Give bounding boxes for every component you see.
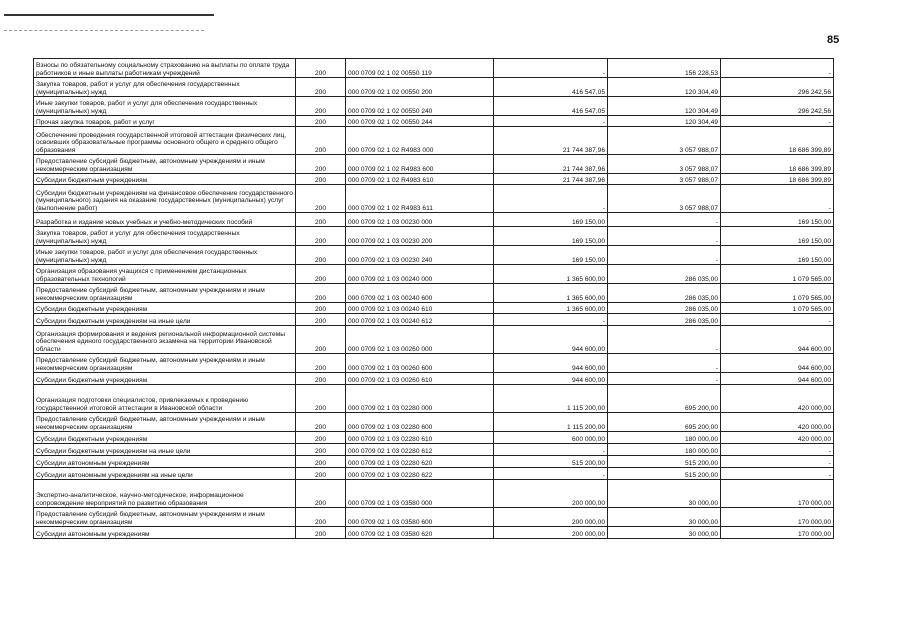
- row-code: 200: [296, 326, 346, 354]
- row-value-2: 286 035,00: [608, 303, 721, 314]
- row-name: Обеспечение проведения государственной итоговой аттестации физических лиц, освоивших образовательные программы основного общего и среднего общего образования: [34, 127, 296, 155]
- row-value-1: 944 600,00: [494, 326, 608, 354]
- row-value-1: 21 744 387,96: [494, 127, 608, 155]
- row-value-3: -: [721, 185, 834, 213]
- row-value-3: -: [721, 468, 834, 480]
- row-code: 200: [296, 97, 346, 116]
- row-value-3: -: [721, 456, 834, 468]
- row-name: Субсидии автономным учреждениям: [34, 527, 296, 539]
- header-rule: [4, 14, 214, 16]
- page-number: 85: [827, 34, 840, 46]
- bottom-scan-mark: [6, 630, 8, 636]
- row-value-2: -: [608, 227, 721, 246]
- row-code: 200: [296, 127, 346, 155]
- table-row: [34, 174, 834, 185]
- row-value-3: 169 150,00: [721, 227, 834, 246]
- row-name: Предоставление субсидий бюджетным, автономным учреждениям и иным некоммерческим организациям: [34, 284, 296, 303]
- row-value-2: 30 000,00: [608, 480, 721, 508]
- row-value-1: -: [494, 314, 608, 326]
- row-kbk: 000 0709 02 1 03 03580 620: [346, 527, 494, 539]
- row-kbk: 000 0709 02 1 03 00230 000: [346, 213, 494, 227]
- row-value-1: 944 600,00: [494, 373, 608, 385]
- row-value-3: 944 600,00: [721, 354, 834, 373]
- row-code: 200: [296, 413, 346, 432]
- table-row: [34, 326, 834, 354]
- row-code: 200: [296, 527, 346, 539]
- row-value-3: 296 242,56: [721, 78, 834, 97]
- row-value-2: 515 200,00: [608, 468, 721, 480]
- row-value-2: -: [608, 354, 721, 373]
- row-kbk: 000 0709 02 1 03 00240 600: [346, 284, 494, 303]
- row-name: Субсидии бюджетным учреждениям: [34, 432, 296, 444]
- row-kbk: 000 0709 02 1 03 02280 612: [346, 444, 494, 456]
- row-name: Иные закупки товаров, работ и услуг для обеспечения государственных (муниципальных) нужд: [34, 97, 296, 116]
- row-code: 200: [296, 354, 346, 373]
- row-code: 200: [296, 508, 346, 527]
- row-kbk: 000 0709 02 1 03 00240 610: [346, 303, 494, 314]
- table-row: [34, 185, 834, 213]
- row-value-2: 3 057 988,07: [608, 155, 721, 174]
- row-name: Закупка товаров, работ и услуг для обеспечения государственных (муниципальных) нужд: [34, 227, 296, 246]
- row-value-2: -: [608, 373, 721, 385]
- row-value-1: 1 365 600,00: [494, 303, 608, 314]
- row-value-2: -: [608, 326, 721, 354]
- row-value-2: 120 304,49: [608, 78, 721, 97]
- row-value-1: 200 000,00: [494, 527, 608, 539]
- row-value-2: -: [608, 246, 721, 265]
- row-value-1: 169 150,00: [494, 246, 608, 265]
- table-row: [34, 227, 834, 246]
- row-value-3: 944 600,00: [721, 326, 834, 354]
- row-value-1: 1 365 600,00: [494, 284, 608, 303]
- row-name: Субсидии бюджетным учреждениям на финансовое обеспечение государственного (муниципального) задания на оказание государственных (муниципальных) услуг (выполнение работ): [34, 185, 296, 213]
- row-value-1: 944 600,00: [494, 354, 608, 373]
- row-value-3: 18 686 399,89: [721, 127, 834, 155]
- row-name: Субсидии бюджетным учреждениям: [34, 174, 296, 185]
- row-code: 200: [296, 78, 346, 97]
- row-code: 200: [296, 432, 346, 444]
- row-value-3: -: [721, 444, 834, 456]
- row-value-3: 18 686 399,89: [721, 155, 834, 174]
- table-row: [34, 155, 834, 174]
- row-code: 200: [296, 265, 346, 284]
- row-kbk: 000 0709 02 1 03 02280 000: [346, 385, 494, 413]
- row-code: 200: [296, 456, 346, 468]
- row-code: 200: [296, 468, 346, 480]
- table-row: [34, 116, 834, 127]
- row-name: Организация образования учащихся с применением дистанционных образовательных технологий: [34, 265, 296, 284]
- table-row: [34, 527, 834, 539]
- row-name: Взносы по обязательному социальному страхованию на выплаты по оплате труда работников и иные выплаты работникам учреждений: [34, 59, 296, 78]
- row-value-1: 1 365 600,00: [494, 265, 608, 284]
- row-code: 200: [296, 444, 346, 456]
- row-name: Организация подготовки специалистов, привлекаемых к проведению государственной итоговой аттестации в Ивановской области: [34, 385, 296, 413]
- row-kbk: 000 0709 02 1 02 R4983 611: [346, 185, 494, 213]
- row-name: Субсидии бюджетным учреждениям на иные цели: [34, 314, 296, 326]
- row-name: Организация формирования и ведения региональной информационной системы обеспечения единого государственного экзамена на территории Ивановской области: [34, 326, 296, 354]
- row-value-3: 169 150,00: [721, 246, 834, 265]
- row-value-1: 515 200,00: [494, 456, 608, 468]
- table-row: [34, 444, 834, 456]
- row-code: 200: [296, 116, 346, 127]
- row-code: 200: [296, 213, 346, 227]
- row-kbk: 000 0709 02 1 02 R4983 610: [346, 174, 494, 185]
- row-value-1: 21 744 387,96: [494, 174, 608, 185]
- row-kbk: 000 0709 02 1 02 00550 119: [346, 59, 494, 78]
- row-value-2: 695 200,00: [608, 413, 721, 432]
- row-value-2: 695 200,00: [608, 385, 721, 413]
- row-kbk: 000 0709 02 1 03 03580 000: [346, 480, 494, 508]
- row-value-1: 169 150,00: [494, 227, 608, 246]
- row-kbk: 000 0709 02 1 03 00230 240: [346, 246, 494, 265]
- row-value-2: 30 000,00: [608, 508, 721, 527]
- budget-table: [33, 58, 834, 539]
- row-kbk: 000 0709 02 1 03 02280 622: [346, 468, 494, 480]
- row-name: Субсидии автономным учреждениям: [34, 456, 296, 468]
- row-kbk: 000 0709 02 1 03 00230 200: [346, 227, 494, 246]
- table-row: [34, 59, 834, 78]
- row-value-3: -: [721, 116, 834, 127]
- row-kbk: 000 0709 02 1 03 00240 000: [346, 265, 494, 284]
- table-row: [34, 303, 834, 314]
- row-value-2: 180 000,00: [608, 432, 721, 444]
- row-value-3: 420 000,00: [721, 385, 834, 413]
- row-value-1: 1 115 200,00: [494, 413, 608, 432]
- row-name: Предоставление субсидий бюджетным, автономным учреждениям и иным некоммерческим организациям: [34, 354, 296, 373]
- table-row: [34, 385, 834, 413]
- row-value-2: 180 000,00: [608, 444, 721, 456]
- row-value-2: 156 228,53: [608, 59, 721, 78]
- row-value-1: 1 115 200,00: [494, 385, 608, 413]
- row-value-3: 420 000,00: [721, 413, 834, 432]
- row-name: Иные закупки товаров, работ и услуг для обеспечения государственных (муниципальных) нужд: [34, 246, 296, 265]
- row-value-3: 1 079 565,00: [721, 284, 834, 303]
- row-value-2: 3 057 988,07: [608, 174, 721, 185]
- row-value-2: 286 035,00: [608, 265, 721, 284]
- row-value-1: 169 150,00: [494, 213, 608, 227]
- row-value-1: 200 000,00: [494, 508, 608, 527]
- row-value-1: -: [494, 59, 608, 78]
- row-value-2: 515 200,00: [608, 456, 721, 468]
- row-kbk: 000 0709 02 1 02 R4983 600: [346, 155, 494, 174]
- row-name: Предоставление субсидий бюджетным, автономным учреждениям и иным некоммерческим организациям: [34, 508, 296, 527]
- table-row: [34, 213, 834, 227]
- row-kbk: 000 0709 02 1 03 00260 600: [346, 354, 494, 373]
- table-row: [34, 246, 834, 265]
- row-name: Экспертно-аналитическое, научно-методическое, информационное сопровождение мероприятий по развитию образования: [34, 480, 296, 508]
- table-row: [34, 354, 834, 373]
- row-code: 200: [296, 185, 346, 213]
- row-value-1: 416 547,05: [494, 78, 608, 97]
- row-code: 200: [296, 480, 346, 508]
- row-kbk: 000 0709 02 1 02 00550 244: [346, 116, 494, 127]
- row-code: 200: [296, 246, 346, 265]
- row-value-2: 286 035,00: [608, 314, 721, 326]
- row-code: 200: [296, 227, 346, 246]
- row-value-3: 170 000,00: [721, 480, 834, 508]
- table-row: [34, 413, 834, 432]
- table-row: [34, 78, 834, 97]
- table-row: [34, 127, 834, 155]
- row-code: 200: [296, 59, 346, 78]
- row-value-2: 120 304,49: [608, 97, 721, 116]
- row-kbk: 000 0709 02 1 03 00260 000: [346, 326, 494, 354]
- row-value-1: 416 547,05: [494, 97, 608, 116]
- row-code: 200: [296, 385, 346, 413]
- row-kbk: 000 0709 02 1 02 00550 200: [346, 78, 494, 97]
- row-name: Субсидии бюджетным учреждениям: [34, 303, 296, 314]
- row-value-2: -: [608, 213, 721, 227]
- row-value-3: -: [721, 59, 834, 78]
- row-value-2: 3 057 988,07: [608, 185, 721, 213]
- row-value-3: 296 242,56: [721, 97, 834, 116]
- row-value-1: -: [494, 116, 608, 127]
- row-kbk: 000 0709 02 1 02 00550 240: [346, 97, 494, 116]
- row-code: 200: [296, 303, 346, 314]
- row-value-2: 30 000,00: [608, 527, 721, 539]
- table-row: [34, 480, 834, 508]
- table-row: [34, 97, 834, 116]
- row-value-3: 170 000,00: [721, 508, 834, 527]
- row-value-1: -: [494, 185, 608, 213]
- row-value-1: 600 000,00: [494, 432, 608, 444]
- row-value-2: 286 035,00: [608, 284, 721, 303]
- row-kbk: 000 0709 02 1 03 03580 600: [346, 508, 494, 527]
- row-name: Закупка товаров, работ и услуг для обеспечения государственных (муниципальных) нужд: [34, 78, 296, 97]
- row-code: 200: [296, 373, 346, 385]
- row-name: Предоставление субсидий бюджетным, автономным учреждениям и иным некоммерческим организациям: [34, 155, 296, 174]
- table-row: [34, 373, 834, 385]
- row-value-2: 3 057 988,07: [608, 127, 721, 155]
- row-code: 200: [296, 314, 346, 326]
- row-name: Предоставление субсидий бюджетным, автономным учреждениям и иным некоммерческим организациям: [34, 413, 296, 432]
- row-value-2: 120 304,49: [608, 116, 721, 127]
- table-body: [34, 59, 834, 539]
- table-row: [34, 314, 834, 326]
- row-value-3: 1 079 565,00: [721, 265, 834, 284]
- row-value-3: 944 600,00: [721, 373, 834, 385]
- table-row: [34, 468, 834, 480]
- row-kbk: 000 0709 02 1 03 00240 612: [346, 314, 494, 326]
- row-value-3: 170 000,00: [721, 527, 834, 539]
- row-kbk: 000 0709 02 1 03 02280 600: [346, 413, 494, 432]
- row-value-1: -: [494, 444, 608, 456]
- table-row: [34, 432, 834, 444]
- row-value-1: 200 000,00: [494, 480, 608, 508]
- table-row: [34, 508, 834, 527]
- row-kbk: 000 0709 02 1 02 R4983 000: [346, 127, 494, 155]
- row-name: Субсидии бюджетным учреждениям на иные цели: [34, 444, 296, 456]
- row-code: 200: [296, 174, 346, 185]
- row-code: 200: [296, 155, 346, 174]
- row-name: Субсидии автономным учреждениям на иные цели: [34, 468, 296, 480]
- row-kbk: 000 0709 02 1 03 00260 610: [346, 373, 494, 385]
- table-row: [34, 284, 834, 303]
- row-value-3: 18 686 399,89: [721, 174, 834, 185]
- row-value-3: 420 000,00: [721, 432, 834, 444]
- row-name: Субсидии бюджетным учреждениям: [34, 373, 296, 385]
- row-value-3: 1 079 565,00: [721, 303, 834, 314]
- row-value-1: -: [494, 468, 608, 480]
- row-value-3: 169 150,00: [721, 213, 834, 227]
- table-row: [34, 456, 834, 468]
- table-row: [34, 265, 834, 284]
- row-kbk: 000 0709 02 1 03 02280 610: [346, 432, 494, 444]
- row-kbk: 000 0709 02 1 03 02280 620: [346, 456, 494, 468]
- row-name: Прочая закупка товаров, работ и услуг: [34, 116, 296, 127]
- row-code: 200: [296, 284, 346, 303]
- row-name: Разработка и издание новых учебных и учебно-методических пособий: [34, 213, 296, 227]
- header-faded-line: [4, 30, 204, 32]
- row-value-3: -: [721, 314, 834, 326]
- row-value-1: 21 744 387,96: [494, 155, 608, 174]
